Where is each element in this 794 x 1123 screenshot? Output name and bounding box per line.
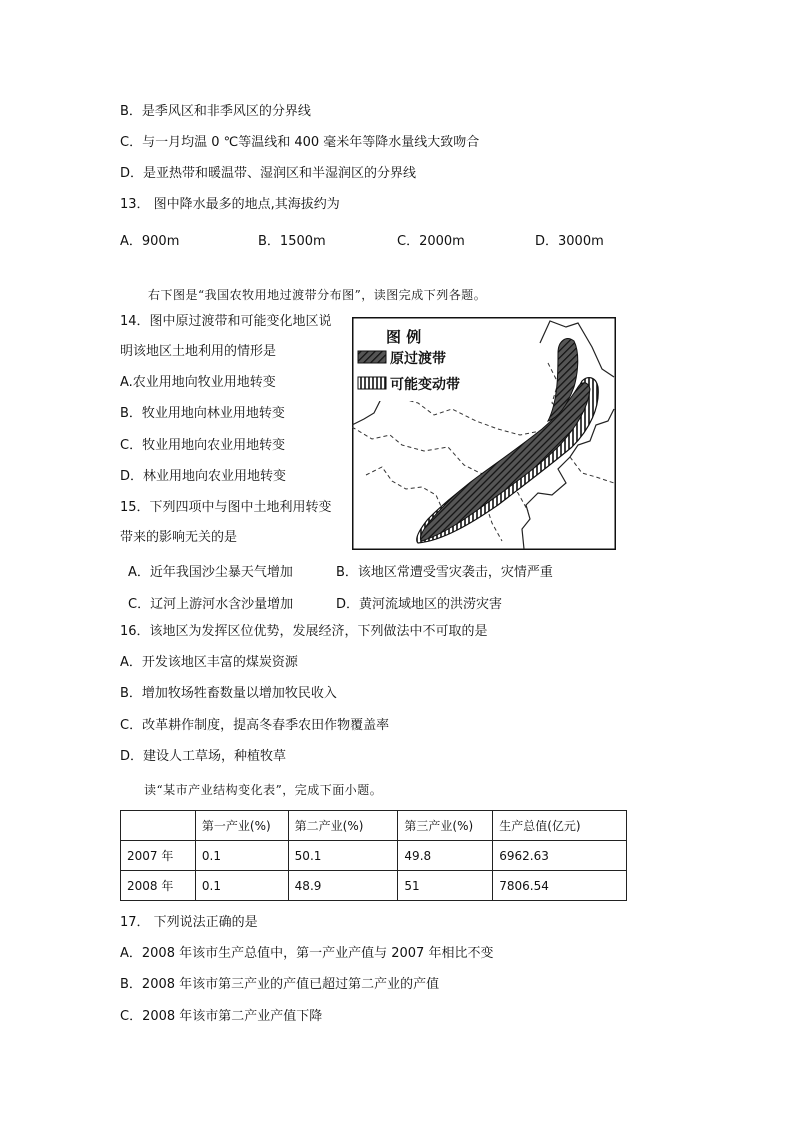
legend-swatch-possible (358, 377, 386, 389)
legend-label-original: 原过渡带 (390, 351, 446, 367)
q13-option-d: D．3000m (535, 234, 604, 249)
table-cell: 2007 年 (121, 841, 196, 871)
q13-option-c: C．2000m (397, 234, 465, 249)
table-header-cell (121, 811, 196, 841)
q13-option-a: A．900m (120, 234, 180, 249)
table-row (121, 841, 627, 871)
q14-option-c: C．牧业用地向农业用地转变 (120, 438, 286, 453)
q16-option-c: C．改革耕作制度，提高冬春季农田作物覆盖率 (120, 718, 390, 733)
table-cell: 50.1 (288, 841, 398, 871)
q15-option-b: B．该地区常遭受雪灾袭击，灾情严重 (336, 565, 553, 580)
q15-stem-2: 带来的影响无关的是 (120, 530, 238, 545)
q16-stem: 16．该地区为发挥区位优势，发展经济，下列做法中不可取的是 (120, 624, 488, 639)
table-header-row (121, 811, 627, 841)
table-cell: 49.8 (398, 841, 493, 871)
table-cell: 6962.63 (493, 841, 627, 871)
q14-stem-1: 14．图中原过渡带和可能变化地区说 (120, 314, 332, 329)
table-row (121, 871, 627, 901)
q15-option-a: A．近年我国沙尘暴天气增加 (128, 565, 293, 580)
q15-option-c: C．辽河上游河水含沙量增加 (128, 597, 294, 612)
table-cell: 0.1 (195, 871, 288, 901)
q15-stem-1: 15．下列四项中与图中土地利用转变 (120, 500, 332, 515)
q17-stem: 17． 下列说法正确的是 (120, 915, 258, 930)
legend-title: 图 例 (386, 328, 422, 346)
q14-option-d: D．林业用地向农业用地转变 (120, 469, 287, 484)
q12-option-b: B．是季风区和非季风区的分界线 (120, 104, 311, 119)
table-intro: 读“某市产业结构变化表”，完成下面小题。 (144, 783, 383, 797)
table-cell: 48.9 (288, 871, 398, 901)
q15-option-d: D．黄河流域地区的洪涝灾害 (336, 597, 503, 612)
table-header-cell: 生产总值(亿元) (493, 811, 627, 841)
q14-option-a: A.农业用地向牧业用地转变 (120, 375, 276, 390)
q14-option-b: B．牧业用地向林业用地转变 (120, 406, 285, 421)
q16-option-d: D．建设人工草场，种植牧草 (120, 749, 287, 764)
table-cell: 7806.54 (493, 871, 627, 901)
legend-label-possible: 可能变动带 (390, 377, 460, 393)
q17-option-b: B．2008 年该市第三产业的产值已超过第二产业的产值 (120, 977, 440, 992)
q12-option-d: D．是亚热带和暖温带、湿润区和半湿润区的分界线 (120, 166, 417, 181)
q14-stem-2: 明该地区土地利用的情形是 (120, 344, 277, 359)
table-header-cell: 第一产业(%) (195, 811, 288, 841)
table-cell: 2008 年 (121, 871, 196, 901)
q13-option-b: B．1500m (258, 234, 326, 249)
q12-option-c: C．与一月均温 0 ℃等温线和 400 毫米年等降水量线大致吻合 (120, 135, 480, 150)
q16-option-a: A．开发该地区丰富的煤炭资源 (120, 655, 298, 670)
table-cell: 0.1 (195, 841, 288, 871)
industry-structure-table (120, 810, 627, 901)
map-intro: 右下图是“我国农牧用地过渡带分布图”，读图完成下列各题。 (148, 288, 487, 302)
q17-option-a: A．2008 年该市生产总值中，第一产业产值与 2007 年相比不变 (120, 946, 494, 961)
q16-option-b: B．增加牧场牲畜数量以增加牧民收入 (120, 686, 337, 701)
table-header-cell: 第二产业(%) (288, 811, 398, 841)
table-header-cell: 第三产业(%) (398, 811, 493, 841)
q13-stem: 13． 图中降水最多的地点,其海拔约为 (120, 197, 340, 212)
table-cell: 51 (398, 871, 493, 901)
land-use-transition-map (352, 317, 616, 550)
legend-swatch-original (358, 351, 386, 363)
q17-option-c: C．2008 年该市第二产业产值下降 (120, 1009, 323, 1024)
